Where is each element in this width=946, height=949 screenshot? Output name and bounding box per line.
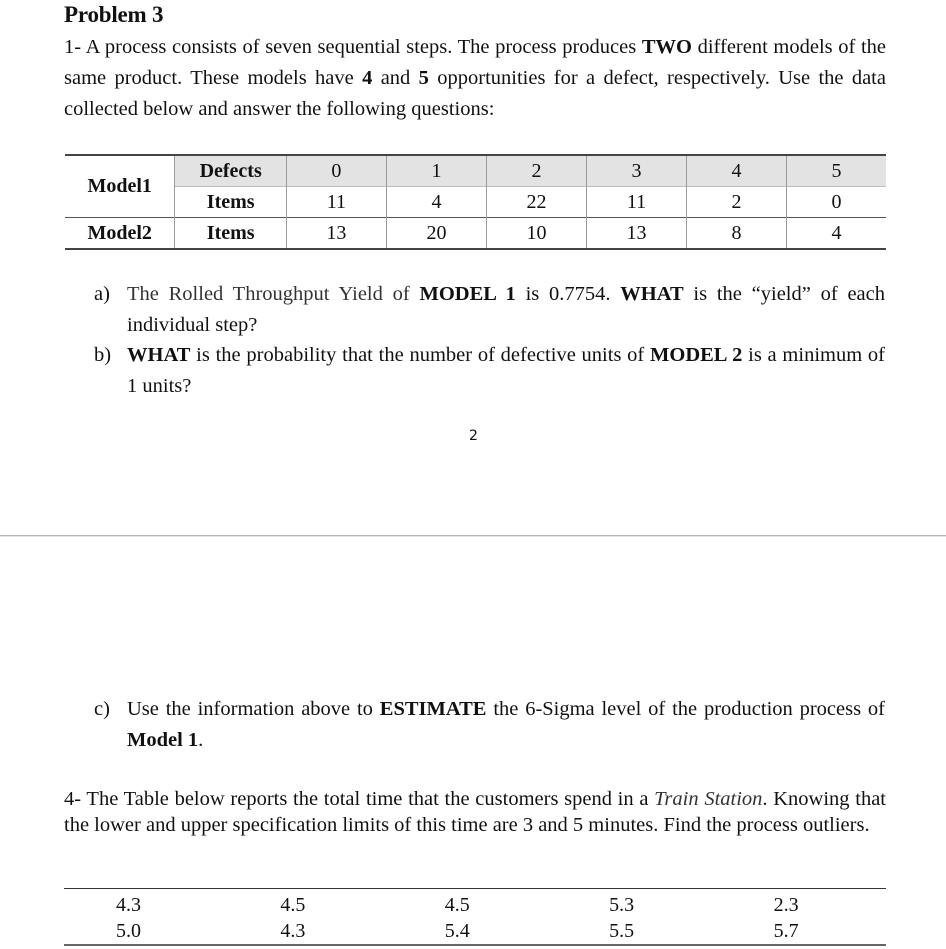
time-cell: 5.5 [609, 919, 635, 942]
table-row [64, 889, 886, 919]
model1-items-cell: 2 [687, 187, 787, 218]
question-a-text: The Rolled Throughput Yield of MODEL 1 is 0.7754. WHAT is the “yield” of each individual step? [127, 283, 885, 336]
defects-cell: 4 [687, 155, 787, 187]
defects-cell: 3 [587, 155, 687, 187]
time-table [64, 888, 886, 946]
question-a-label: a) [94, 283, 110, 305]
question-4-text: 4- The Table below reports the total time that the customers spend in a Train Station. Knowing that the lower and upper specification limits of this time are 3 and 5 minutes. Find the process outliers. [64, 788, 887, 836]
model2-items-cell: 8 [687, 218, 787, 250]
time-cell: 4.3 [116, 893, 141, 916]
defects-cell: 2 [486, 155, 586, 187]
model1-items-cell: 11 [587, 187, 687, 218]
question-c [94, 694, 886, 756]
table-row-defects [65, 155, 886, 187]
defects-cell: 1 [386, 155, 486, 187]
defects-cell: 5 [787, 155, 887, 187]
time-cell: 4.5 [280, 893, 306, 916]
model2-items-cell: 13 [286, 218, 386, 250]
question-1-intro: 1- A process consists of seven sequential steps. The process produces TWO different models of the same product. These models have 4 and 5 opportunities for a defect, respectively. Use the data collected below and answer the following questions: [64, 36, 886, 120]
model1-items-cell: 0 [787, 187, 887, 218]
model2-label: Model2 [65, 218, 175, 250]
table-row [64, 918, 886, 945]
model1-items-cell: 4 [386, 187, 486, 218]
defects-label: Defects [175, 155, 286, 187]
question-b [94, 340, 886, 402]
time-cell: 5.3 [609, 893, 635, 916]
time-cell: 5.0 [116, 919, 141, 942]
page-number: 2 [469, 428, 478, 444]
time-cell: 5.7 [773, 919, 799, 942]
model1-items-cell: 22 [486, 187, 586, 218]
items-label: Items [175, 218, 286, 250]
model2-items-cell: 20 [386, 218, 486, 250]
items-label: Items [175, 187, 286, 218]
question-c-label: c) [94, 698, 110, 720]
question-b-text: WHAT is the probability that the number of defective units of MODEL 2 is a minimum of 1 units? [127, 344, 885, 397]
problem-title: Problem 3 [64, 2, 164, 27]
model1-items-cell: 11 [286, 187, 386, 218]
question-c-text: Use the information above to ESTIMATE the 6-Sigma level of the production process of Model 1. [127, 698, 885, 751]
time-cell: 5.4 [444, 919, 470, 942]
time-cell: 4.3 [280, 919, 306, 942]
question-a [94, 279, 886, 341]
defects-cell: 0 [286, 155, 386, 187]
model2-items-cell: 4 [787, 218, 887, 250]
model1-label: Model1 [65, 155, 175, 218]
time-cell: 4.5 [444, 893, 470, 916]
model2-items-cell: 13 [587, 218, 687, 250]
table-row-model2-items [65, 218, 886, 250]
model2-items-cell: 10 [486, 218, 586, 250]
defects-table [65, 154, 886, 250]
question-b-label: b) [94, 344, 112, 366]
page-divider [0, 535, 946, 537]
time-cell: 2.3 [773, 893, 799, 916]
table-row-model1-items [65, 187, 886, 218]
